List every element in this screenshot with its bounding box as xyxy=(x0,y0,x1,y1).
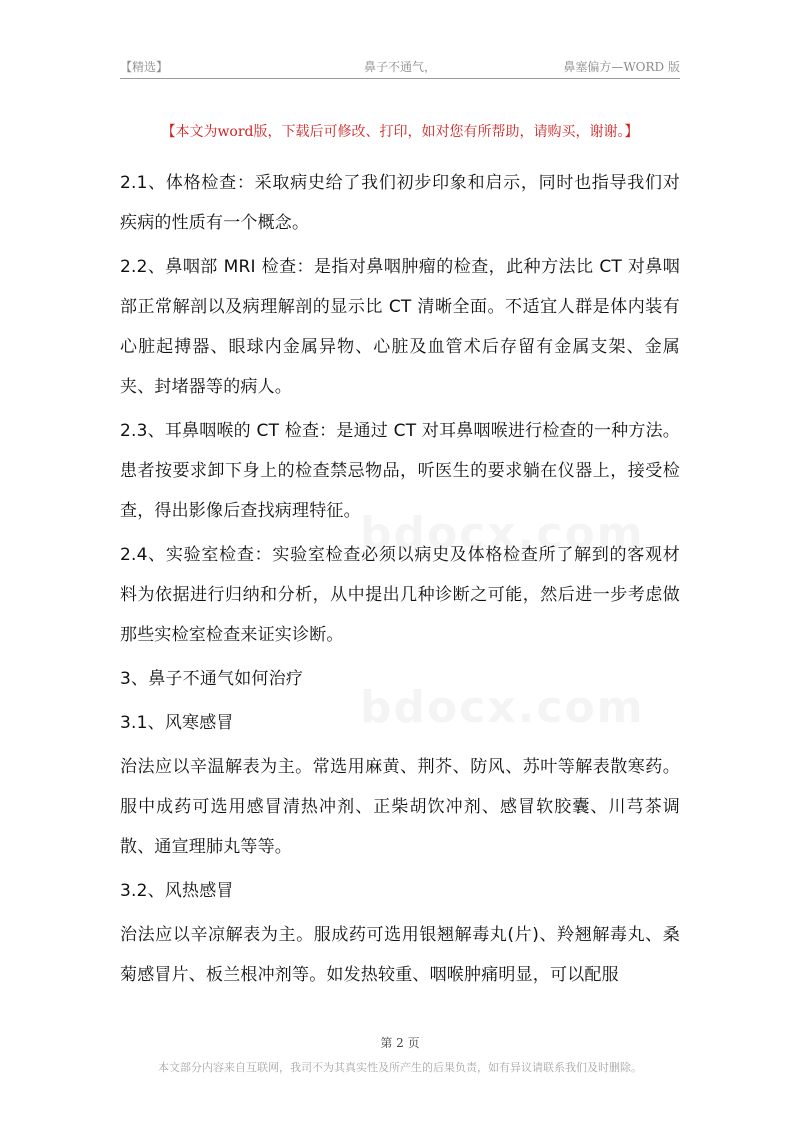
paragraph-2-2: 2.2、鼻咽部 MRI 检查：是指对鼻咽肿瘤的检查，此种方法比 CT 对鼻咽部正常解剖以及病理解剖的显示比 CT 清晰全面。不适宜人群是体内装有心脏起搏器、眼球内金属异物、心脏及血管术后存留有金属支架、金属夹、封堵器等的病人。 xyxy=(120,257,680,397)
page-number: 第 2 页 xyxy=(380,1036,420,1050)
document-body xyxy=(120,163,680,995)
paragraph-2-3: 2.3、耳鼻咽喉的 CT 检查：是通过 CT 对耳鼻咽喉进行检查的一种方法。患者按要求卸下身上的检查禁忌物品，听医生的要求躺在仪器上，接受检查，得出影像后查找病理特征。 xyxy=(120,421,680,521)
footer-disclaimer: 本文部分内容来自互联网，我司不为其真实性及所产生的后果负责，如有异议请联系我们及时删除。 xyxy=(158,1061,642,1074)
download-notice: 【本文为word版，下载后可修改、打印，如对您有所帮助，请购买，谢谢。】 xyxy=(161,124,639,140)
paragraph-2-4: 2.4、实验室检查：实验室检查必须以病史及体格检查所了解到的客观材料为依据进行归纳和分析，从中提出几种诊断之可能，然后进一步考虑做那些实检室检查来证实诊断。 xyxy=(120,545,680,645)
paragraph-2-1: 2.1、体格检查：采取病史给了我们初步印象和启示，同时也指导我们对疾病的性质有一个概念。 xyxy=(120,173,680,233)
paragraph-3-2-body: 治法应以辛凉解表为主。服成药可选用银翘解毒丸(片)、羚翘解毒丸、桑菊感冒片、板兰根冲剂等。如发热较重、咽喉肿痛明显，可以配服 xyxy=(120,925,680,985)
subheading-3-2: 3.2、风热感冒 xyxy=(120,881,234,901)
paragraph-3-1-body: 治法应以辛温解表为主。常选用麻黄、荆芥、防风、苏叶等解表散寒药。服中成药可选用感冒清热冲剂、正柴胡饮冲剂、感冒软胶囊、川芎茶调散、通宣理肺丸等等。 xyxy=(120,757,680,857)
section-heading-3: 3、鼻子不通气如何治疗 xyxy=(120,669,304,689)
page-header xyxy=(120,56,680,79)
header-right-label: 鼻塞偏方—WORD 版 xyxy=(563,60,680,74)
subheading-3-1: 3.1、风寒感冒 xyxy=(120,713,234,733)
header-left-label: 【精选】 xyxy=(120,60,169,74)
header-center-title: 鼻子不通气， xyxy=(363,60,437,74)
